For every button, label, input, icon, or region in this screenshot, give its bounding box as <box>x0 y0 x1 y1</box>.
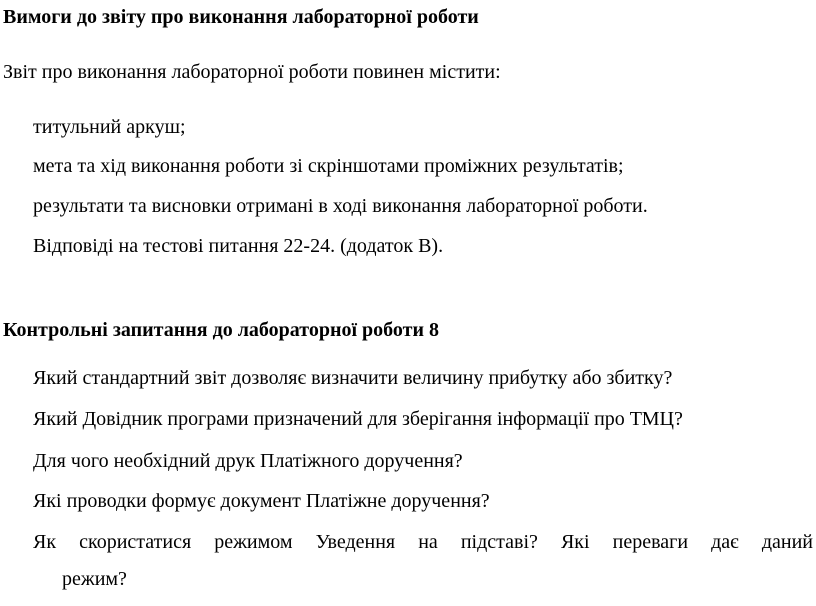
question-item: Який стандартний звіт дозволяє визначити величину прибутку або збитку? <box>33 367 673 389</box>
requirement-item: титульний аркуш; <box>33 116 186 138</box>
requirement-item: Відповіді на тестові питання 22-24. (додаток В). <box>33 235 444 257</box>
question-item: Який Довідник програми призначений для зберігання інформації про ТМЦ? <box>33 408 683 430</box>
question-item: Як скористатися режимом Уведення на підставі? Які переваги дає даний <box>33 531 813 553</box>
question-item-continuation: режим? <box>62 568 127 590</box>
requirement-item: мета та хід виконання роботи зі скріншотами проміжних результатів; <box>33 155 624 177</box>
report-intro-text: Звіт про виконання лабораторної роботи повинен містити: <box>3 61 501 83</box>
question-item: Для чого необхідний друк Платіжного доручення? <box>33 450 463 472</box>
requirement-item: результати та висновки отримані в ході виконання лабораторної роботи. <box>33 195 648 217</box>
control-questions-heading: Контрольні запитання до лабораторної роботи 8 <box>3 319 439 341</box>
report-requirements-heading: Вимоги до звіту про виконання лабораторної роботи <box>3 6 479 28</box>
question-item: Які проводки формує документ Платіжне доручення? <box>33 490 490 512</box>
